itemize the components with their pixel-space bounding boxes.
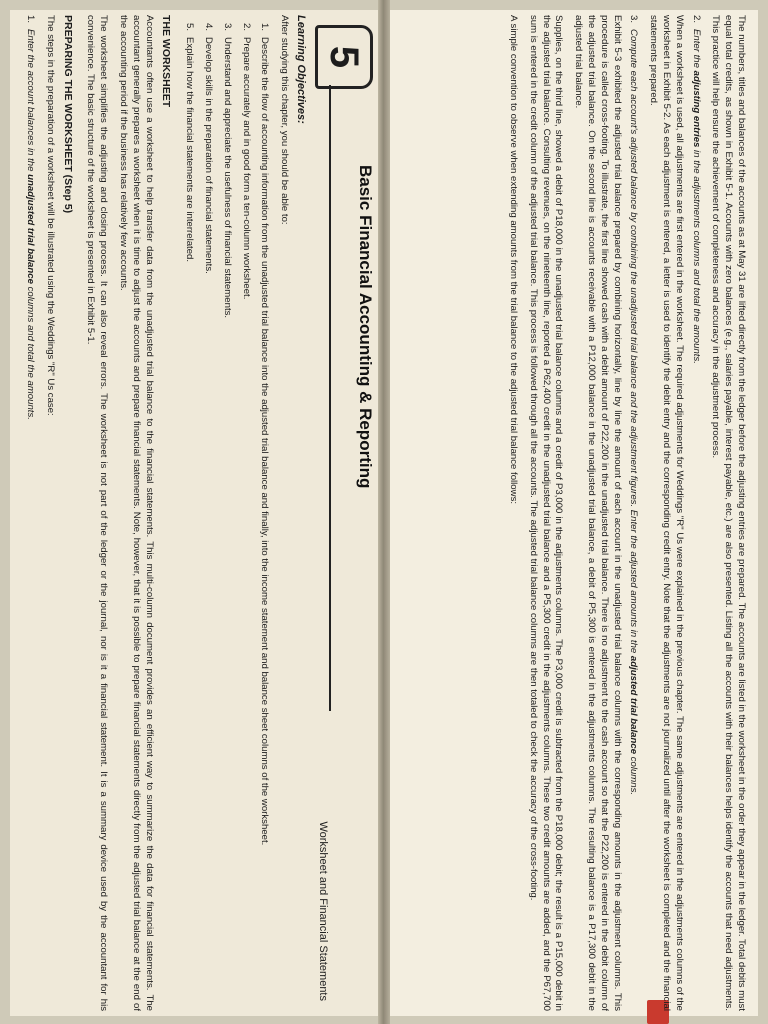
objectives-intro: After studying this chapter, you should be able to: [279,15,291,225]
step2-body: When a worksheet is used, all adjustments are first entered in the worksheet. The required adjustments for Weddings "R" Us were explained in the previous chapter. The same adjustments are entered in the adjustments columns of the worksheet in Exhibit 5-2. As each adjustment is entered, a letter is used to identify the debit entry and the corresponding credit entry. Note that the adjustments are not journalized until after the worksheet is completed and the financial statements prepared. [648,15,685,1011]
left-page-content [10,10,384,1016]
chapter-header [317,15,373,1011]
worksheet-paragraph-1: Accountants often use a worksheet to help transfer data from the unadjusted trial balance to the financial statements. This multi-column document provides an efficient way to summarize the data for financial statements. The accountant generally prepares a worksheet when it is time to adjust the accounts and prepare financial statements. Note, however, that it is possible to prepare financial statements directly from the adjusted trial balance at the end of the accounting period if the business has relatively few accounts. [118,15,155,1011]
objectives-list [182,23,270,1011]
right-page-text-block [384,15,751,1011]
convention-paragraph: A simple convention to observe when extending amounts from the trial balance to the adjusted trial balance follows: [508,15,520,505]
step1-body: The numbers, titles and balances of the accounts as at May 31 are lifted directly from the ledger before the adjusting entries are prepared. The accounts are listed in the worksheet in the order they appear in the ledger. Total debits must equal total credits, as shown in Exhibit 5-1. Accounts with zero balances (e.g., salaries payable, interest payable, etc.) are also presented. Listing all the accounts with their balances helps identify the accounts that need adjustments. This practice will help ensure the achievement of completeness and accuracy in the adjustment process. [710,15,747,1011]
objective-item: 2. Prepare accurately and in good form a ten-column worksheet. [240,23,252,300]
preparing-intro: The steps in the preparation of a worksheet will be illustrated using the Weddings "R" Us case: [44,15,56,416]
objective-item: 5. Explain how the financial statements are interrelated. [184,23,196,263]
preparing-heading: PREPARING THE WORKSHEET (Step 5) [61,15,74,214]
chapter-rule [329,85,331,711]
chapter-number: 5 [322,45,367,69]
chapter-subtitle: Worksheet and Financial Statements [317,821,329,1001]
right-page-content [384,10,758,1016]
objective-item: 3. Understand and appreciate the usefulness of financial statements. [221,23,233,319]
chapter-number-box [315,25,373,89]
objective-item: 1. Describe the flow of accounting information from the unadjusted trial balance into the adjusted trial balance and finally, into the income statement and balance sheet columns of the worksheet. [259,23,271,846]
supplies-paragraph: Supplies, on the third line, showed a debit of P18,000 in the unadjusted trial balance columns and a credit of P3,000 in the adjustments columns. The P3,000 credit is subtracted from the P18,000 debit; the result is a P15,000 debit in the adjusted trial balance. Consulting revenues, on the nineteenth line, reported a P62,400 credit in the unadjusted trial balance and a P5,300 credit in the adjustments columns. These two credit amounts are added, and the P67,700 sum is entered in the credit column of the adjusted trial balance. This process is followed through all the accounts. The adjusted trial balance columns are then totaled to check the accuracy of the cross-footing. [527,15,565,1011]
step-3: 3. Compute each account's adjusted balance by combining the unadjusted trial balance and the adjustment figures. Enter the adjusted amounts in the adjusted trial balance columns. [628,15,640,796]
worksheet-heading: THE WORKSHEET [160,15,173,108]
step-1: 1. Enter the account balances in the unadjusted trial balance columns and total the amounts. [25,15,37,420]
learning-objectives-heading: Learning Objectives: [295,15,307,124]
chapter-title: Basic Financial Accounting & Reporting [356,165,375,489]
objective-item: 4. Develop skills in the preparation of financial statements. [203,23,215,274]
step-2: 2. Enter the adjusting entries in the adjustments columns and total the amounts. [690,15,702,364]
step3-body: Exhibit 5-3 exhibited the adjusted trial balance prepared by combining horizontally, line by line the amount of each account in the unadjusted trial balance columns with the corresponding amounts in the adjustment columns. This procedure is called cross-footing. To illustrate, the first line showed cash with a debit amount of P22,200 in the unadjusted trial balance. There is no adjustment to the cash account so that the P22,200 is entered in the debit column of the adjusted trial balance. On the second line is accounts receivable with a P12,000 balance in the unadjusted trial balance, a debit of P5,300 is entered in the adjustments columns. The resulting balance is a P17,300 debit in the adjusted trial balance. [573,15,623,1011]
worksheet-paragraph-2: The worksheet simplifies the adjusting and closing process. It can also reveal errors. The worksheet is not part of the ledger or the journal, nor is it a financial statement. It is a summary device used by the accountant for his convenience. The basic structure of the worksheet is presented in Exhibit 5-1. [85,15,110,1011]
left-page-text-block [13,15,377,1011]
